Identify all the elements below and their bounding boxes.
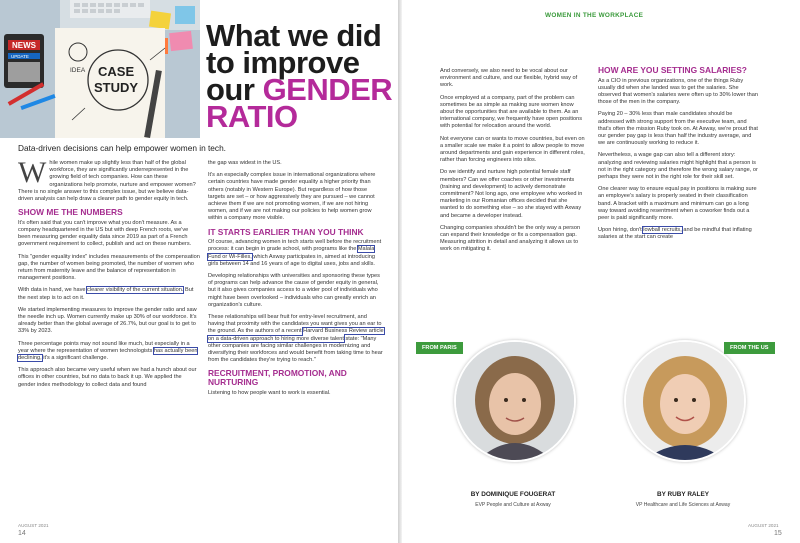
- paragraph: This "gender equality index" includes measurements of the compensation gap, the number of women being promoted, the number of women who return from maternity leave and the balance of representation in management positions.: [18, 253, 200, 282]
- paragraph: And conversely, we also need to be vocal about our environment and culture, and our flexible, hybrid way of work.: [440, 68, 578, 89]
- text: state: "Many other companies are facing similar challenges in modernizing and diversifying their workforces and would benefit from taking time to hear from the candidates they're trying to reach.": [208, 335, 383, 364]
- section-label: WOMEN IN THE WORKPLACE: [545, 12, 644, 19]
- right-column-1: [440, 68, 586, 259]
- paragraph: Nevertheless, a wage gap can also tell a different story: analyzing and reviewing salaries might highlight that a person is not in the right category and therefore the wrong salary range, or perhaps they were not in the right role for their skill set.: [598, 152, 758, 181]
- link-lowball-recruits[interactable]: lowball recruits,: [643, 227, 682, 234]
- link-has-actually-been-declining[interactable]: has actually been declining,: [18, 347, 198, 362]
- portrait-dominique-fougerat: [454, 340, 576, 462]
- paragraph: the gap was widest in the US.: [208, 160, 282, 166]
- page-number-left: 14: [18, 530, 26, 537]
- text: Three percentage points may not sound like much, but especially in a year where the representation of women technologists: [18, 340, 190, 354]
- paragraph: Listening to how people want to work is essential.: [208, 389, 331, 396]
- paragraph: [18, 287, 200, 301]
- tag-from-paris: FROM PARIS: [416, 342, 463, 354]
- paragraph: Developing relationships with universities and sponsoring these types of programs can help advance the cause of gender equity in general, but it also gives companies access to a wider pool of individuals who might have been overlooked – individuals who can greatly enrich an organization's culture.: [208, 273, 380, 308]
- text: which Axway participates in, aimed at introducing girls between 14 and 16 years of age to digital uses, jobs and skills.: [208, 253, 375, 267]
- tag-from-the-us: FROM THE US: [724, 342, 775, 354]
- text: it's a significant challenge.: [41, 355, 109, 362]
- paragraph: Do we identify and nurture high potential female staff members? Can we offer coaches or other investments (training and development) to actively demonstrate commitment? Not long ago, one employee who worked in marketing in our Romanian offices decided that she wanted to do something else – so she stayed with Axway and became a developer instead.: [440, 169, 583, 219]
- text: and be mindful that inflating salaries at the start can create: [598, 227, 752, 241]
- paragraph: [598, 227, 758, 241]
- hero-image-case-study: [0, 0, 200, 138]
- portrait-ruby-raley: [624, 340, 746, 462]
- right-page: [402, 0, 800, 543]
- intro-text: hile women make up slightly less than half of the global workforce, they are significantly underrepresented in the growing field of tech companies. How can these organizations help promote, nurture and empower women? There is no single answer to this complex issue, but we believe data-driven analysis can help draw a clearer path to gender equity in tech.: [18, 160, 196, 203]
- paragraph: [18, 341, 200, 363]
- paragraph: We started implementing measures to improve the gender ratio and saw the needle inch up. Women currently make up 30% of our workforce. It's already better than the global average of 26.7%, but our goal is to get to 33% by 2023.: [18, 306, 197, 335]
- case-study-illustration: [0, 0, 200, 138]
- text: Upon hiring, don't: [598, 227, 644, 234]
- heading-how-are-you-setting-salaries: HOW ARE YOU SETTING SALARIES?: [598, 65, 747, 75]
- title-line-2: to improve: [206, 45, 360, 80]
- portrait-illustration: [456, 342, 574, 460]
- byline-ruby: BY RUBY RALEY: [657, 491, 709, 498]
- drop-cap: W: [18, 156, 47, 189]
- hero-news-word: NEWS: [12, 41, 36, 50]
- hero-update-word: UPDATE: [11, 54, 29, 59]
- title-line-1: What we did: [206, 18, 382, 53]
- paragraph: It's an especially complex issue in international organizations where certain countries have made gender equality a higher priority than others (notably in Western Europe). But regardless of how those targets are set – or how aggressively they are pursued – we cannot achieve them if we are not promoting women, if we are not hiring women, and if we are not making our policies to help women grow within a company more visible.: [208, 172, 376, 222]
- link-clearer-visibility[interactable]: clearer visibility of the current situation.: [87, 287, 184, 294]
- hero-idea-word: IDEA: [70, 67, 86, 74]
- heading-show-me-the-numbers: SHOW ME THE NUMBERS: [18, 207, 123, 218]
- title-line-4: RATIO: [206, 99, 298, 134]
- title-our: our: [206, 72, 263, 107]
- paragraph: Once employed at a company, part of the problem can sometimes be as simple as making sure women know about the opportunities that are available to them. As an international company, we frequently have open positions with potential for relocation around the world.: [440, 94, 583, 130]
- text: With data in hand, we have: [18, 287, 88, 294]
- paragraph: [208, 239, 384, 268]
- role-ruby: VP Healthcare and Life Sciences at Axway: [635, 502, 731, 508]
- left-page: [0, 0, 398, 543]
- byline-dominique: BY DOMINIQUE FOUGERAT: [470, 491, 556, 498]
- right-column-2: [598, 66, 758, 247]
- left-column-2: [208, 160, 384, 402]
- paragraph: This approach also became very useful when we had a hunch about our offices in other countries, but no data to back it up. We applied the gender index methodology to collect data and found: [18, 367, 197, 388]
- portrait-illustration: [626, 342, 744, 460]
- left-column-1: [18, 156, 200, 394]
- link-harvard-business-review[interactable]: Harvard Business Review article on a data-driven approach to hiring more diverse talent: [208, 328, 384, 342]
- paragraph: Not everyone can or wants to move countries, but even on a smaller scale we make it a point to allow people to move around departments and gain experience in different roles, rather than forcing engineers into silos.: [440, 135, 585, 164]
- heading-recruitment: RECRUITMENT, PROMOTION, AND NURTURING: [208, 368, 347, 388]
- article-subtitle: Data-driven decisions can help empower women in tech.: [18, 143, 226, 153]
- role-dominique: EVP People and Culture at Axway: [475, 502, 551, 508]
- link-malala-fund[interactable]: Malala Fund or Wi-Filles,: [208, 246, 375, 260]
- hero-case-word: CASE: [98, 64, 135, 79]
- article-title: [206, 18, 393, 134]
- footer-date-left: AUGUST 2021: [18, 523, 49, 528]
- text: But the next step is to act on it.: [18, 287, 194, 301]
- paragraph: It's often said that you can't improve what you don't measure. As a company headquartered in the US but with deep French roots, we've been measuring gender equality data since 2019 as part of a French government requirement to collect, publish and act on these numbers.: [18, 219, 192, 248]
- page-number-right: 15: [774, 530, 782, 537]
- paragraph: As a CIO in previous organizations, one of the things Ruby usually did when she landed was to get the salaries. She observed that women's salaries were often up to 30% lower than those of the men in the company.: [598, 77, 758, 106]
- title-gender: GENDER: [262, 72, 393, 107]
- paragraph: Paying 20 – 30% less than male candidates should be addressed with strong support from the executive team, and that's often the mission Ruby took on. At Axway, we're proud that our gender pay gap is less than half the industry average, and we are continuously working to reduce it.: [598, 111, 758, 147]
- heading-it-starts-earlier: IT STARTS EARLIER THAN YOU THINK: [208, 226, 364, 237]
- text: Of course, advancing women in tech starts well before the recruitment process: it can begin in grade school, with programs like the: [208, 239, 382, 253]
- footer-date-right: AUGUST 2021: [748, 523, 779, 528]
- hero-study-word: STUDY: [94, 80, 139, 95]
- intro-paragraph: [18, 156, 200, 203]
- text: These relationships will bear fruit for entry-level recruitment, and having that proximity with the candidates you want gives you an ear to the ground. As the authors of a recent: [208, 314, 382, 335]
- paragraph: Changing companies shouldn't be the only way a person can expand their knowledge or fix a compensation gap. Measuring attrition in detail and analyzing it allows us to work on mitigating it.: [440, 224, 581, 253]
- paragraph: [208, 314, 384, 364]
- paragraph: One clearer way to ensure equal pay in positions is making sure an employee's salary is properly seated in their classification band. A bracket with a maximum and minimum can go a long way toward avoiding resentment when a coworker finds out a peer is paid significantly more.: [598, 186, 757, 222]
